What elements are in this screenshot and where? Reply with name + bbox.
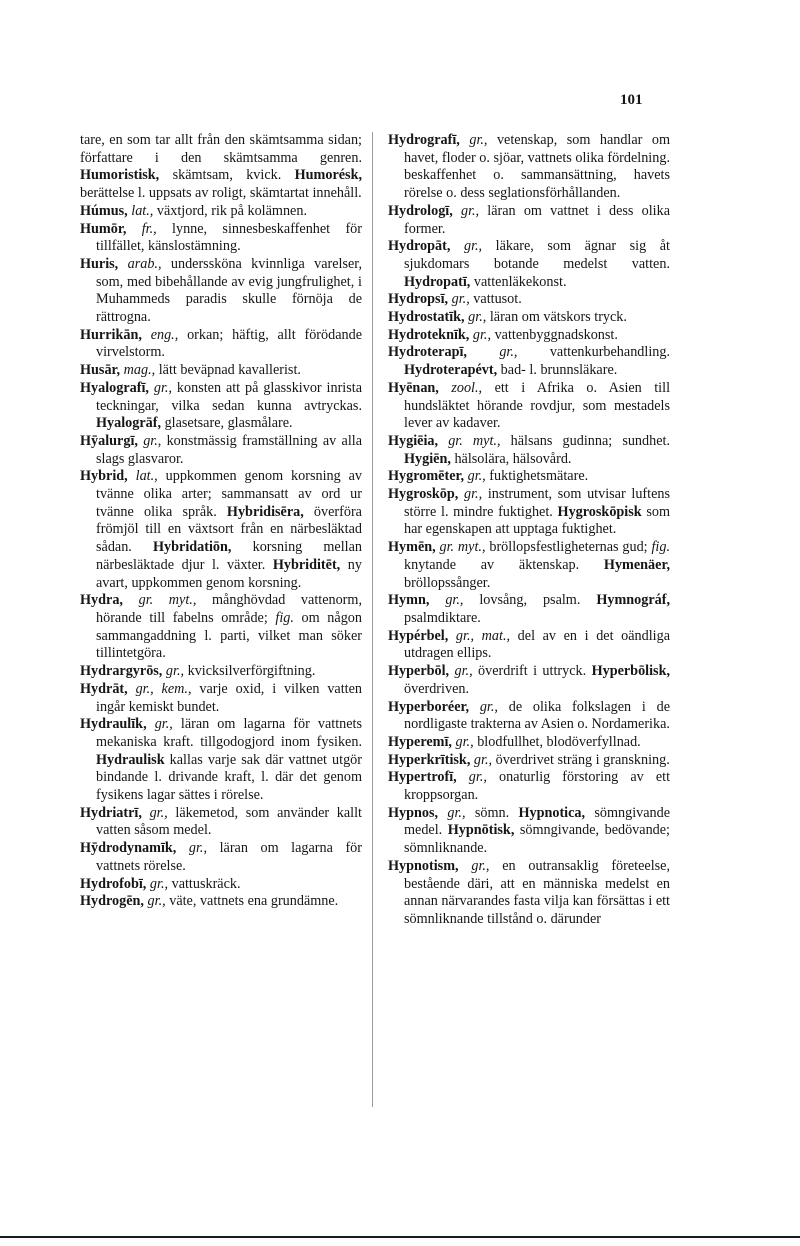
- definition-text: vattenbyggnadskonst.: [491, 326, 618, 343]
- headword: Hȳalurgī,: [80, 432, 138, 449]
- definition-text: ny avart, uppkommen genom korsning.: [96, 556, 362, 591]
- grammar-label: gr.,: [165, 663, 185, 680]
- definition-text: väte, vattnets ena grundämne.: [165, 893, 339, 910]
- headword: Hypnotism,: [388, 857, 459, 874]
- grammar-label: gr. myt.,: [448, 432, 501, 449]
- grammar-label: gr.,: [447, 804, 466, 821]
- definition-text: en outransaklig företeelse, bestående däri, att en människa medelst en annan närvarandes fasta vilja kan försättas i ett sömnliknande tillstånd o. därunder: [404, 857, 671, 927]
- dictionary-entry: [80, 468, 362, 592]
- scan-bottom-edge: [0, 1236, 800, 1238]
- definition-text: [457, 769, 469, 785]
- grammar-label: gr.,: [454, 663, 473, 680]
- definition-text: hälsolära, hälsovård.: [450, 450, 572, 467]
- definition-text: vattenkurbehandling.: [517, 344, 671, 361]
- headword: Húmus,: [80, 202, 128, 219]
- dictionary-entry: [80, 256, 362, 327]
- definition-text: de olika folkslagen i de nordligaste trakterna av Asien o. Nordamerika.: [404, 698, 670, 733]
- dictionary-entry: [388, 628, 670, 663]
- headword: Hydrargyrōs,: [80, 663, 163, 680]
- dictionary-entry: [80, 876, 362, 894]
- dictionary-entry: [388, 132, 670, 203]
- grammar-label: gr. myt.,: [138, 592, 197, 609]
- definition-text: [147, 716, 155, 732]
- dictionary-entry: [80, 380, 362, 433]
- definition-text: [459, 858, 472, 874]
- definition-text: [142, 327, 151, 343]
- definition-text: [467, 344, 499, 360]
- headword: Hygiēia,: [388, 432, 439, 449]
- dictionary-entry: [388, 769, 670, 804]
- definition-text: glasetsare, glasmålare.: [161, 415, 293, 432]
- headword: Hydra,: [80, 592, 123, 609]
- dictionary-entry: [80, 221, 362, 256]
- grammar-label: mag.,: [123, 362, 156, 379]
- definition-text: fuktighetsmätare.: [485, 468, 589, 485]
- grammar-label: gr.,: [469, 132, 488, 148]
- headword: Hyperemī,: [388, 733, 452, 750]
- definition-text: [439, 380, 451, 396]
- definition-text: lynne, sinnesbeskaffenhet för tillfället, känslostämning.: [96, 220, 362, 255]
- column-divider: [372, 132, 373, 1107]
- definition-text: [123, 592, 139, 608]
- headword: Hyēnan,: [388, 379, 439, 396]
- definition-text: berättelse l. uppsats av roligt, skämtartat innehåll.: [80, 185, 362, 202]
- grammar-label: arab.,: [127, 255, 162, 272]
- grammar-label: gr.,: [149, 804, 168, 821]
- left-column: [80, 132, 362, 911]
- grammar-label: gr.,: [467, 468, 486, 485]
- headword: Hȳdrodynamīk,: [80, 840, 177, 857]
- definition-text: lätt beväpnad kavallerist.: [155, 362, 301, 379]
- dictionary-entry: [388, 486, 670, 539]
- headword: Hydropāt,: [388, 238, 451, 255]
- definition-text: [453, 203, 461, 219]
- headword: Hymenäer,: [603, 556, 670, 573]
- definition-text: sömn.: [465, 804, 519, 821]
- headword: Hybridatiōn,: [153, 539, 232, 556]
- grammar-label: gr.,: [143, 432, 162, 449]
- headword: Hydraulisk: [96, 751, 165, 768]
- headword: Huris,: [80, 255, 119, 272]
- definition-text: överföra frömjöl till en växtsort från en närbesläktad sådan.: [96, 503, 362, 556]
- definition-text: läran om lagarna för vattnets rörelse.: [96, 840, 363, 874]
- definition-text: konstmässig framställning av alla slags glasvaror.: [96, 432, 362, 467]
- dictionary-entry: [80, 663, 362, 681]
- grammar-label: gr.,: [468, 309, 487, 326]
- grammar-label: gr.,: [455, 733, 474, 750]
- headword: Hygiēn,: [404, 450, 451, 467]
- definition-text: korsning mellan närbesläktade djur l. växter.: [96, 539, 362, 573]
- definition-text: läkare, som ägnar sig åt sjukdomars botande medelst vatten.: [404, 238, 670, 272]
- continued-entry: [80, 132, 362, 203]
- dictionary-entry: [388, 805, 670, 858]
- definition-text: [128, 468, 136, 484]
- definition-text: vattenläkekonst.: [470, 273, 567, 290]
- headword: Hypnos,: [388, 804, 439, 821]
- grammar-label: gr.,: [471, 857, 490, 874]
- grammar-label: gr.,: [479, 698, 498, 715]
- definition-text: [438, 805, 447, 821]
- grammar-label: gr. myt.,: [439, 539, 486, 556]
- headword: Hygromēter,: [388, 468, 465, 485]
- headword: Hypnotica,: [518, 804, 586, 821]
- definition-text: [176, 840, 189, 856]
- dictionary-entry: [388, 752, 670, 770]
- headword: Hypérbel,: [388, 627, 449, 644]
- right-column: [388, 132, 670, 929]
- definition-text: tare, en som tar allt från den skämtsamma sidan; författare i den skämtsamma genren.: [80, 132, 362, 166]
- grammar-label: gr.,: [472, 326, 492, 343]
- headword: Hydrologī,: [388, 202, 453, 219]
- definition-text: överdrivet sträng i granskning.: [492, 751, 670, 768]
- headword: Husār,: [80, 362, 121, 379]
- dictionary-entry: [388, 468, 670, 486]
- grammar-label: gr., mat.,: [455, 627, 511, 644]
- dictionary-entry: [80, 433, 362, 468]
- headword: Hyalogrāf,: [96, 415, 162, 432]
- definition-text: kallas varje sak där vattnet utgör bindande l. drivande kraft, l. där det genom fysikens lagar sättes i rörelse.: [96, 751, 362, 804]
- headword: Hydrofobī,: [80, 875, 147, 892]
- definition-text: uppkommen genom korsning av tvänne olika arter; sammansatt av ord ur tvänne olika språk.: [96, 468, 363, 520]
- headword: Hypnōtisk,: [447, 822, 515, 839]
- headword: Hymnográf,: [596, 592, 671, 609]
- headword: Hydroterapévt,: [404, 362, 498, 379]
- headword: Hydropatī,: [404, 273, 471, 290]
- grammar-label: fr.,: [141, 220, 157, 237]
- definition-text: underssköna kvinnliga varelser, som, med bibehållande av evig jungfrulighet, i Muhammeds paradis skulle förnöja de rättrogna.: [96, 255, 363, 326]
- grammar-label: gr., kem.,: [135, 680, 192, 697]
- definition-text: [450, 238, 464, 254]
- definition-text: månghövdad vattenorm, hörande till fabelns område;: [96, 592, 362, 626]
- headword: Hyperbōl,: [388, 663, 450, 680]
- definition-text: växtjord, rik på kolämnen.: [153, 202, 307, 219]
- headword: Hydrāt,: [80, 680, 128, 697]
- grammar-label: gr.,: [147, 893, 166, 910]
- dictionary-entry: [388, 344, 670, 379]
- grammar-label: fig.: [651, 539, 670, 556]
- dictionary-entry: [388, 327, 670, 345]
- dictionary-entry: [80, 592, 362, 663]
- headword: Hydroteknīk,: [388, 326, 470, 343]
- dictionary-entry: [80, 681, 362, 716]
- definition-text: konsten att på glasskivor inrista teckningar, vilka sedan kunna avtryckas.: [96, 379, 362, 414]
- definition-text: skämtsam, kvick.: [159, 167, 295, 184]
- dictionary-entry: [388, 858, 670, 929]
- headword: Hybridisēra,: [226, 503, 304, 520]
- dictionary-entry: [388, 291, 670, 309]
- headword: Hybrid,: [80, 468, 128, 485]
- dictionary-entry: [388, 433, 670, 468]
- dictionary-entry: [388, 734, 670, 752]
- dictionary-entry: [80, 716, 362, 805]
- headword: Hydroterapī,: [388, 344, 467, 361]
- definition-text: orkan; häftig, allt förödande virvelstorm.: [96, 326, 362, 361]
- definition-text: varje oxid, i vilken vatten ingår kemiskt bundet.: [96, 680, 363, 715]
- grammar-label: gr.,: [463, 238, 483, 255]
- dictionary-entry: [388, 592, 670, 627]
- definition-text: lovsång, psalm.: [463, 592, 597, 609]
- grammar-label: gr.,: [464, 486, 483, 503]
- grammar-label: gr.,: [445, 592, 464, 609]
- headword: Hydrostatīk,: [388, 309, 465, 326]
- definition-text: sömngivande medel.: [404, 804, 671, 839]
- headword: Hypertrofī,: [388, 769, 457, 786]
- definition-text: [429, 592, 445, 608]
- dictionary-entry: [80, 362, 362, 380]
- headword: Hygroskōp,: [388, 486, 459, 503]
- headword: Hurrikān,: [80, 326, 142, 343]
- headword: Hyperkrītisk,: [388, 751, 471, 768]
- definition-text: bröllopsfestligheternas gud;: [485, 539, 652, 556]
- grammar-label: gr.,: [149, 875, 169, 892]
- dictionary-entry: [388, 699, 670, 734]
- definition-text: kvicksilverförgiftning.: [184, 663, 316, 680]
- headword: Humoristisk,: [80, 167, 160, 184]
- grammar-label: gr.,: [451, 291, 470, 308]
- headword: Humōr,: [80, 220, 127, 237]
- headword: Hygroskōpisk: [557, 503, 642, 520]
- definition-text: [469, 699, 480, 715]
- headword: Hydraulīk,: [80, 716, 147, 733]
- headword: Hybriditēt,: [272, 556, 341, 573]
- definition-text: [126, 221, 141, 237]
- grammar-label: gr.,: [154, 716, 173, 733]
- definition-text: läran om lagarna för vattnets mekaniska kraft. tillgodogjord inom fysiken.: [96, 716, 363, 750]
- grammar-label: lat.,: [135, 468, 158, 485]
- dictionary-entry: [388, 539, 670, 592]
- headword: Hydrografī,: [388, 132, 460, 148]
- definition-text: överdrift i uttryck.: [472, 663, 592, 680]
- definition-text: vattusot.: [469, 291, 522, 308]
- definition-text: [448, 628, 456, 644]
- headword: Hymn,: [388, 592, 430, 609]
- grammar-label: gr.,: [473, 751, 493, 768]
- definition-text: överdriven.: [404, 680, 470, 697]
- headword: Hymēn,: [388, 539, 436, 556]
- headword: Hyalografī,: [80, 379, 149, 396]
- grammar-label: lat.,: [131, 202, 154, 219]
- headword: Hydriatrī,: [80, 804, 142, 821]
- definition-text: [118, 256, 127, 272]
- grammar-label: zool.,: [451, 379, 483, 396]
- dictionary-entry: [80, 893, 362, 911]
- definition-text: bad- l. brunnsläkare.: [497, 362, 618, 379]
- definition-text: bröllopssånger.: [404, 574, 491, 591]
- definition-text: [142, 805, 150, 821]
- dictionary-entry: [388, 663, 670, 698]
- definition-text: [460, 132, 469, 148]
- page-number: 101: [620, 92, 643, 108]
- definition-text: blodfullhet, blodöverfyllnad.: [473, 733, 641, 750]
- dictionary-entry: [388, 238, 670, 291]
- dictionary-entry: [80, 840, 362, 875]
- grammar-label: fig.: [275, 609, 294, 626]
- definition-text: hälsans gudinna; sundhet.: [500, 432, 671, 449]
- grammar-label: gr.,: [499, 344, 518, 361]
- headword: Hyperbōlisk,: [591, 663, 671, 680]
- grammar-label: gr.,: [460, 202, 480, 219]
- headword: Hydropsī,: [388, 291, 449, 308]
- definition-text: sömngivande, bedövande; sömnliknande.: [404, 822, 670, 857]
- definition-text: om någon sammangaddning l. parti, vilket man söker tillintetgöra.: [96, 609, 362, 662]
- definition-text: del av en i det oändliga utdragen ellips.: [404, 627, 671, 662]
- dictionary-entry: [80, 203, 362, 221]
- definition-text: psalmdiktare.: [404, 609, 481, 626]
- headword: Hyperboréer,: [388, 698, 470, 715]
- definition-text: läran om vätskors tryck.: [486, 309, 627, 326]
- dictionary-entry: [388, 380, 670, 433]
- dictionary-entry: [80, 327, 362, 362]
- grammar-label: gr.,: [153, 379, 173, 396]
- definition-text: [438, 433, 448, 449]
- dictionary-entry: [388, 203, 670, 238]
- dictionary-entry: [388, 309, 670, 327]
- grammar-label: gr.,: [188, 840, 208, 857]
- definition-text: knytande av äktenskap.: [404, 556, 604, 573]
- dictionary-entry: [80, 805, 362, 840]
- headword: Hydrogēn,: [80, 893, 144, 910]
- definition-text: vetenskap, som handlar om havet, floder o. sjöar, vattnets olika fördelning. beskaffenhet o. sammansättning, havets rörelse o. dess seglationsförhållanden.: [404, 132, 670, 202]
- grammar-label: gr.,: [468, 769, 487, 786]
- definition-text: som har egenskapen att upptaga fuktighet.: [404, 503, 671, 538]
- headword: Humorésk,: [294, 167, 362, 184]
- definition-text: [128, 681, 136, 697]
- definition-text: läkemetod, som använder kallt vatten såsom medel.: [96, 804, 363, 839]
- definition-text: läran om vattnet i dess olika former.: [404, 202, 671, 237]
- definition-text: instrument, som utvisar luftens större l. mindre fuktighet.: [404, 486, 670, 520]
- grammar-label: eng.,: [150, 326, 179, 343]
- definition-text: vattuskräck.: [168, 875, 241, 892]
- definition-text: ett i Afrika o. Asien till hundsläktet hörande rovdjur, som mestadels lever av kadaver.: [404, 379, 671, 432]
- definition-text: onaturlig förstoring av ett kroppsorgan.: [404, 769, 671, 804]
